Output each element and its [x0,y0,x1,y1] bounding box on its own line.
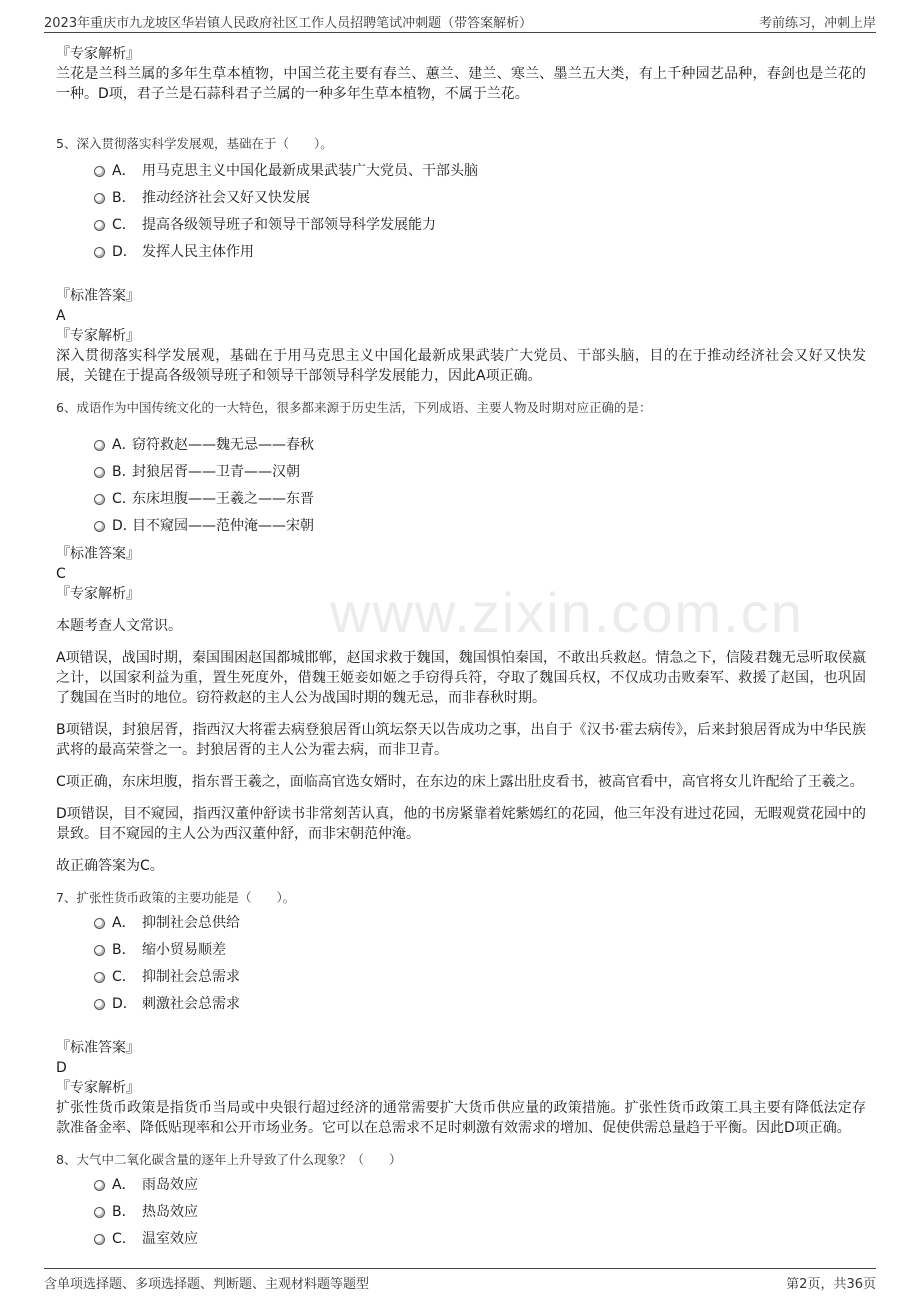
page-number: 第2页，共36页 [786,1277,876,1292]
q5-option-a[interactable] [56,158,866,185]
q6-option-b[interactable] [56,459,866,486]
q5-option-d[interactable] [56,239,866,266]
radio-icon[interactable] [94,247,105,258]
page-header [44,8,876,33]
q5-option-c[interactable] [56,212,866,239]
q8-question: 8、大气中二氧化碳含量的逐年上升导致了什么现象？（ ） [56,1152,402,1167]
radio-icon[interactable] [94,1234,105,1245]
radio-icon[interactable] [94,193,105,204]
option-text: 窃符救赵——魏无忌——春秋 [132,437,314,453]
option-letter: A． [112,915,136,931]
document-title: 2023年重庆市九龙坡区华岩镇人民政府社区工作人员招聘笔试冲刺题（带答案解析） [44,16,533,31]
q7-answer: D [56,1060,67,1076]
q7-analysis: 扩张性货币政策是指货币当局或中央银行超过经济的通常需要扩大货币供应量的政策措施。扩张性货币政策工具主要有降低法定存款准备金率、降低贴现率和公开市场业务。它可以在总需求不足时刺激有效需求的增加、促使供需总量趋于平衡。因此D项正确。 [56,1100,866,1136]
option-text: 发挥人民主体作用 [142,244,254,260]
q5-option-b[interactable] [56,185,866,212]
q6-analysis-conclusion: 故正确答案为C。 [56,858,164,874]
radio-icon[interactable] [94,1207,105,1218]
q6-option-c[interactable] [56,486,866,513]
option-letter: D． [112,996,137,1012]
radio-icon[interactable] [94,440,105,451]
q7-answer-label: 『标准答案』 [56,1040,140,1056]
radio-icon[interactable] [94,494,105,505]
option-letter: D． [112,244,137,260]
option-letter: B． [112,942,136,958]
option-text: 推动经济社会又好又快发展 [142,190,310,206]
option-letter: D． [112,518,137,534]
option-text: 目不窥园——范仲淹——宋朝 [132,518,314,534]
q5-question: 5、深入贯彻落实科学发展观，基础在于（ ）。 [56,136,333,151]
radio-icon[interactable] [94,220,105,231]
watermark: www.zixin.com.cn [330,581,804,644]
q7-option-c[interactable] [56,964,866,991]
q6-option-d[interactable] [56,513,866,540]
option-text: 温室效应 [142,1231,198,1247]
q5-expert-label: 『专家解析』 [56,328,140,344]
q6-option-a[interactable] [56,432,866,459]
radio-icon[interactable] [94,918,105,929]
radio-icon[interactable] [94,521,105,532]
q6-analysis-c: C项正确，东床坦腹，指东晋王羲之，面临高官选女婿时，在东边的床上露出肚皮看书，被高官看中，高官将女儿许配给了王羲之。 [56,774,864,790]
q6-analysis-intro: 本题考查人文常识。 [56,618,182,634]
q4-expert-label: 『专家解析』 [56,46,140,62]
option-letter: B． [112,190,136,206]
option-letter: C． [112,969,136,985]
option-letter: A． [112,163,136,179]
radio-icon[interactable] [94,166,105,177]
q7-option-b[interactable] [56,937,866,964]
q6-analysis-b: B项错误，封狼居胥，指西汉大将霍去病登狼居胥山筑坛祭天以告成功之事，出自于《汉书·霍去病传》，后来封狼居胥成为中华民族武将的最高荣誉之一。封狼居胥的主人公为霍去病，而非卫青。 [56,722,866,758]
q6-answer-label: 『标准答案』 [56,546,140,562]
radio-icon[interactable] [94,1180,105,1191]
option-text: 雨岛效应 [142,1177,198,1193]
q6-analysis-d: D项错误，目不窥园，指西汉董仲舒读书非常刻苦认真，他的书房紧靠着姹紫嫣红的花园，他三年没有进过花园，无暇观赏花园中的景致。目不窥园的主人公为西汉董仲舒，而非宋朝范仲淹。 [56,806,866,842]
q7-option-d[interactable] [56,991,866,1018]
option-text: 提高各级领导班子和领导干部领导科学发展能力 [142,217,436,233]
q6-question: 6、成语作为中国传统文化的一大特色，很多都来源于历史生活，下列成语、主要人物及时期对应正确的是： [56,400,652,415]
q8-option-b[interactable] [56,1199,866,1226]
radio-icon[interactable] [94,972,105,983]
header-slogan: 考前练习，冲刺上岸 [758,16,876,31]
q5-analysis: 深入贯彻落实科学发展观，基础在于用马克思主义中国化最新成果武装广大党员、干部头脑，目的在于推动经济社会又好又快发展，关键在于提高各级领导班子和领导干部领导科学发展能力，因此A项正确。 [56,348,866,384]
q7-expert-label: 『专家解析』 [56,1080,140,1096]
option-text: 东床坦腹——王羲之——东晋 [132,491,314,507]
page-footer [44,1268,876,1293]
q5-answer-label: 『标准答案』 [56,288,140,304]
q8-option-c[interactable] [56,1226,866,1253]
option-text: 抑制社会总需求 [142,969,240,985]
footer-question-types: 含单项选择题、多项选择题、判断题、主观材料题等题型 [44,1277,370,1292]
option-letter: B． [112,1204,136,1220]
q7-question: 7、扩张性货币政策的主要功能是（ ）。 [56,890,296,905]
q4-analysis: 兰花是兰科兰属的多年生草本植物，中国兰花主要有春兰、蕙兰、建兰、寒兰、墨兰五大类，有上千种园艺品种，春剑也是兰花的一种。D项，君子兰是石蒜科君子兰属的一种多年生草本植物，不属于兰花。 [56,66,866,102]
radio-icon[interactable] [94,467,105,478]
option-text: 刺激社会总需求 [142,996,240,1012]
q6-analysis-a: A项错误，战国时期，秦国围困赵国都城邯郸，赵国求救于魏国，魏国惧怕秦国，不敢出兵救赵。情急之下，信陵君魏无忌听取侯嬴之计，以国家利益为重，置生死度外，借魏王姬妾如姬之手窃得兵符，夺取了魏国兵权，不仅成功击败秦军、救援了赵国，也巩固了魏国在当时的地位。窃符救赵的主人公为战国时期的魏无忌，而非春秋时期。 [56,650,866,706]
option-text: 抑制社会总供给 [142,915,240,931]
option-letter: C． [112,491,136,507]
option-letter: A． [112,1177,136,1193]
option-letter: A． [112,437,136,453]
option-letter: C． [112,1231,136,1247]
option-letter: C． [112,217,136,233]
q6-expert-label: 『专家解析』 [56,586,140,602]
radio-icon[interactable] [94,945,105,956]
option-text: 封狼居胥——卫青——汉朝 [132,464,300,480]
q5-answer: A [56,308,66,324]
q6-answer: C [56,566,66,582]
q8-option-a[interactable] [56,1172,866,1199]
option-text: 热岛效应 [142,1204,198,1220]
option-text: 用马克思主义中国化最新成果武装广大党员、干部头脑 [142,163,478,179]
q7-option-a[interactable] [56,910,866,937]
option-text: 缩小贸易顺差 [142,942,226,958]
page-content [56,44,866,1253]
radio-icon[interactable] [94,999,105,1010]
option-letter: B． [112,464,136,480]
